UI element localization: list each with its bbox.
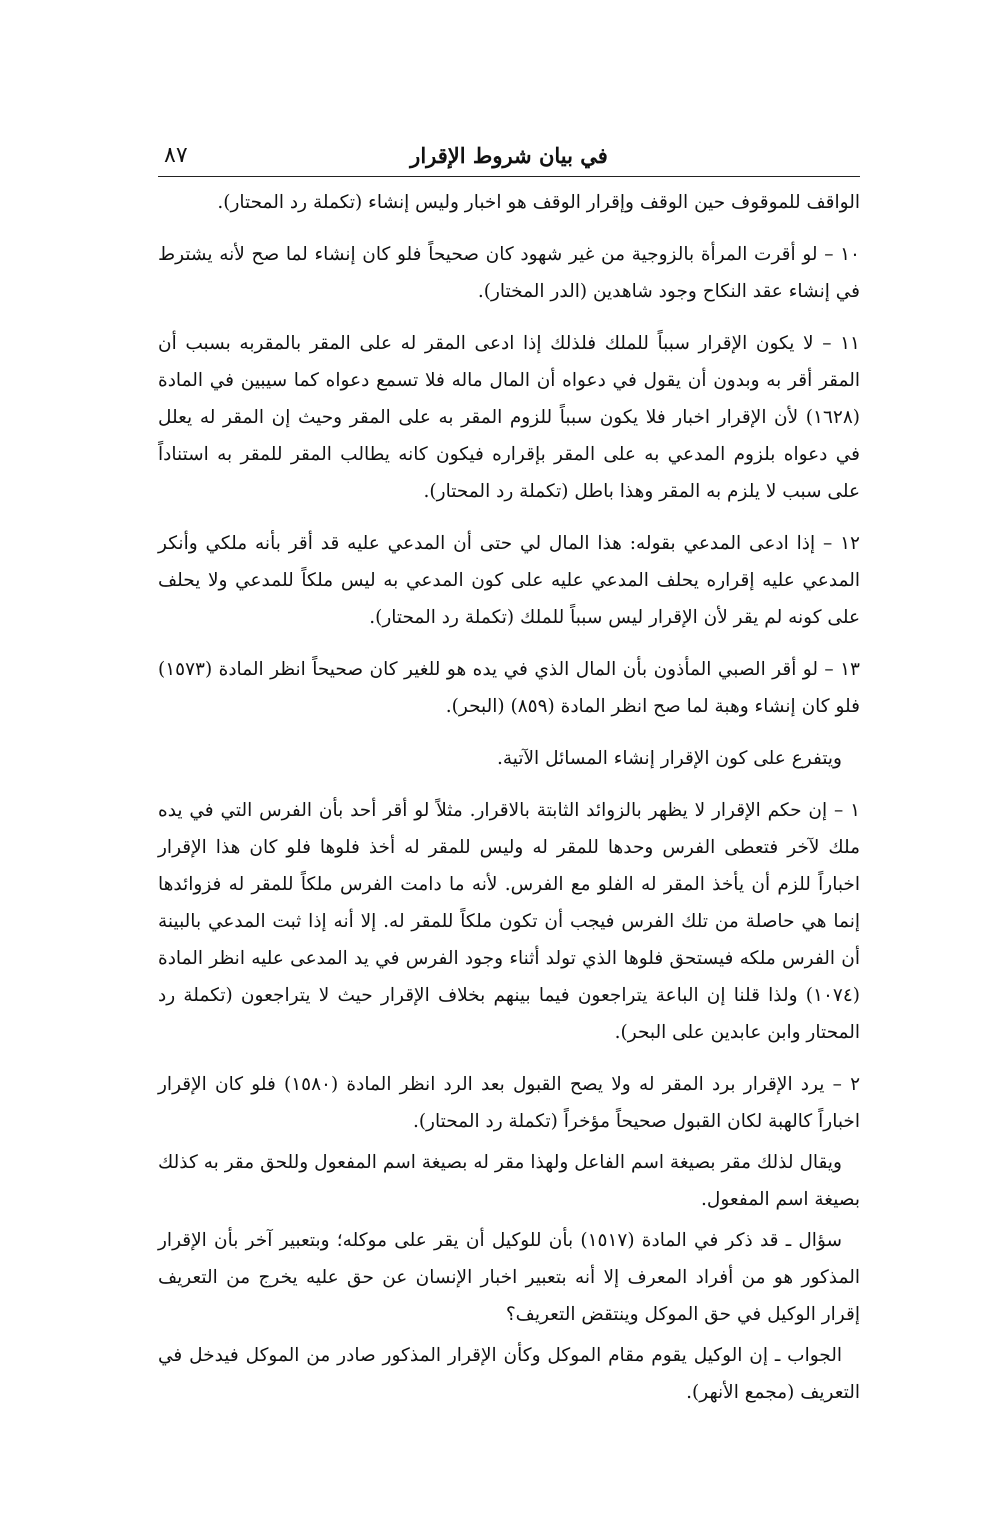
paragraph-item-11: ١١ – لا يكون الإقرار سبباً للملك فلذلك إذا ادعى المقر له على المقر بالمقربه بسبب أن المقر أقر به وبدون أن يقول في دعواه أن المال ماله فلا تسمع دعواه كما سيبين في المادة (١٦٢٨) لأن الإقرار اخبار فلا يكون سبباً للزوم المقر به على المقر وحيث إن المقر له يعلل في دعواه بلزوم المدعي به على المقر بإقراره فيكون كانه يطالب المقر للمقر به استناداً على سبب لا يلزم به المقر وهذا باطل (تكملة رد المحتار). <box>158 333 860 502</box>
paragraph-item-10: ١٠ – لو أقرت المرأة بالزوجية من غير شهود كان صحيحاً فلو كان إنشاء لما صح لأنه يشترط في إنشاء عقد النكاح وجود شاهدين (الدر المختار). <box>158 244 860 302</box>
page-number: ٨٧ <box>164 143 188 168</box>
paragraph-consequence-2: ٢ – يرد الإقرار برد المقر له ولا يصح القبول بعد الرد انظر المادة (١٥٨٠) فلو كان الإقرار اخباراً كالهبة لكان القبول صحيحاً مؤخراً (تكملة رد المحتار). <box>158 1074 861 1132</box>
running-title: في بيان شروط الإقرار <box>410 143 608 168</box>
paragraph-question: سؤال ـ قد ذكر في المادة (١٥١٧) بأن للوكيل أن يقر على موكله؛ وبتعبير آخر بأن الإقرار المذكور هو من أفراد المعرف إلا أنه بتعبير اخبار الإنسان عن حق عليه يخرج من التعريف إقرار الوكيل في حق الموكل وينتقض التعريف؟ <box>158 1230 860 1325</box>
paragraph-waqf-continuation: الواقف للموقوف حين الوقف وإقرار الوقف هو اخبار وليس إنشاء (تكملة رد المحتار). <box>217 192 860 213</box>
paragraph-item-12: ١٢ – إذا ادعى المدعي بقوله: هذا المال لي حتى أن المدعي عليه قد أقر بأنه ملكي وأنكر المدعي عليه إقراره يحلف المدعي عليه على كون المدعي به ليس ملكاً للمدعي ولا يحلف على كونه لم يقر لأن الإقرار ليس سبباً للملك (تكملة رد المحتار). <box>158 533 860 628</box>
paragraph-answer: الجواب ـ إن الوكيل يقوم مقام الموكل وكأن الإقرار المذكور صادر من الموكل فيدخل في التعريف (مجمع الأنهر). <box>158 1345 860 1403</box>
paragraph-terminology: ويقال لذلك مقر بصيغة اسم الفاعل ولهذا مقر له بصيغة اسم المفعول وللحق مقر به كذلك بصيغة اسم المفعول. <box>158 1152 860 1210</box>
header-divider <box>158 176 860 177</box>
paragraph-consequence-1: ١ – إن حكم الإقرار لا يظهر بالزوائد الثابتة بالاقرار. مثلاً لو أقر أحد بأن الفرس التي في يده ملك لآخر فتعطى الفرس وحدها للمقر له وليس للمقر له أخذ فلوها فلو كان هذا الإقرار اخباراً للزم أن يأخذ المقر له الفلو مع الفرس. لأنه ما دامت الفرس ملكاً للمقر له فزوائدها إنما هي حاصلة من تلك الفرس فيجب أن تكون ملكاً للمقر له. إلا أنه إذا ثبت المدعي بالبينة أن الفرس ملكه فيستحق فلوها الذي تولد أثناء وجود الفرس في يد المدعى عليه انظر المادة (١٠٧٤) ولذا قلنا إن الباعة يتراجعون فيما بينهم بخلاف الإقرار حيث لا يتراجعون (تكملة رد المحتار وابن عابدين على البحر). <box>158 800 860 1043</box>
paragraph-item-13: ١٣ – لو أقر الصبي المأذون بأن المال الذي في يده هو للغير كان صحيحاً انظر المادة (١٥٧٣) فلو كان إنشاء وهبة لما صح انظر المادة (٨٥٩) (البحر). <box>158 659 860 717</box>
page-body <box>158 184 860 1415</box>
page-header <box>158 140 860 174</box>
paragraph-consequences-intro: ويتفرع على كون الإقرار إنشاء المسائل الآتية. <box>496 748 842 769</box>
